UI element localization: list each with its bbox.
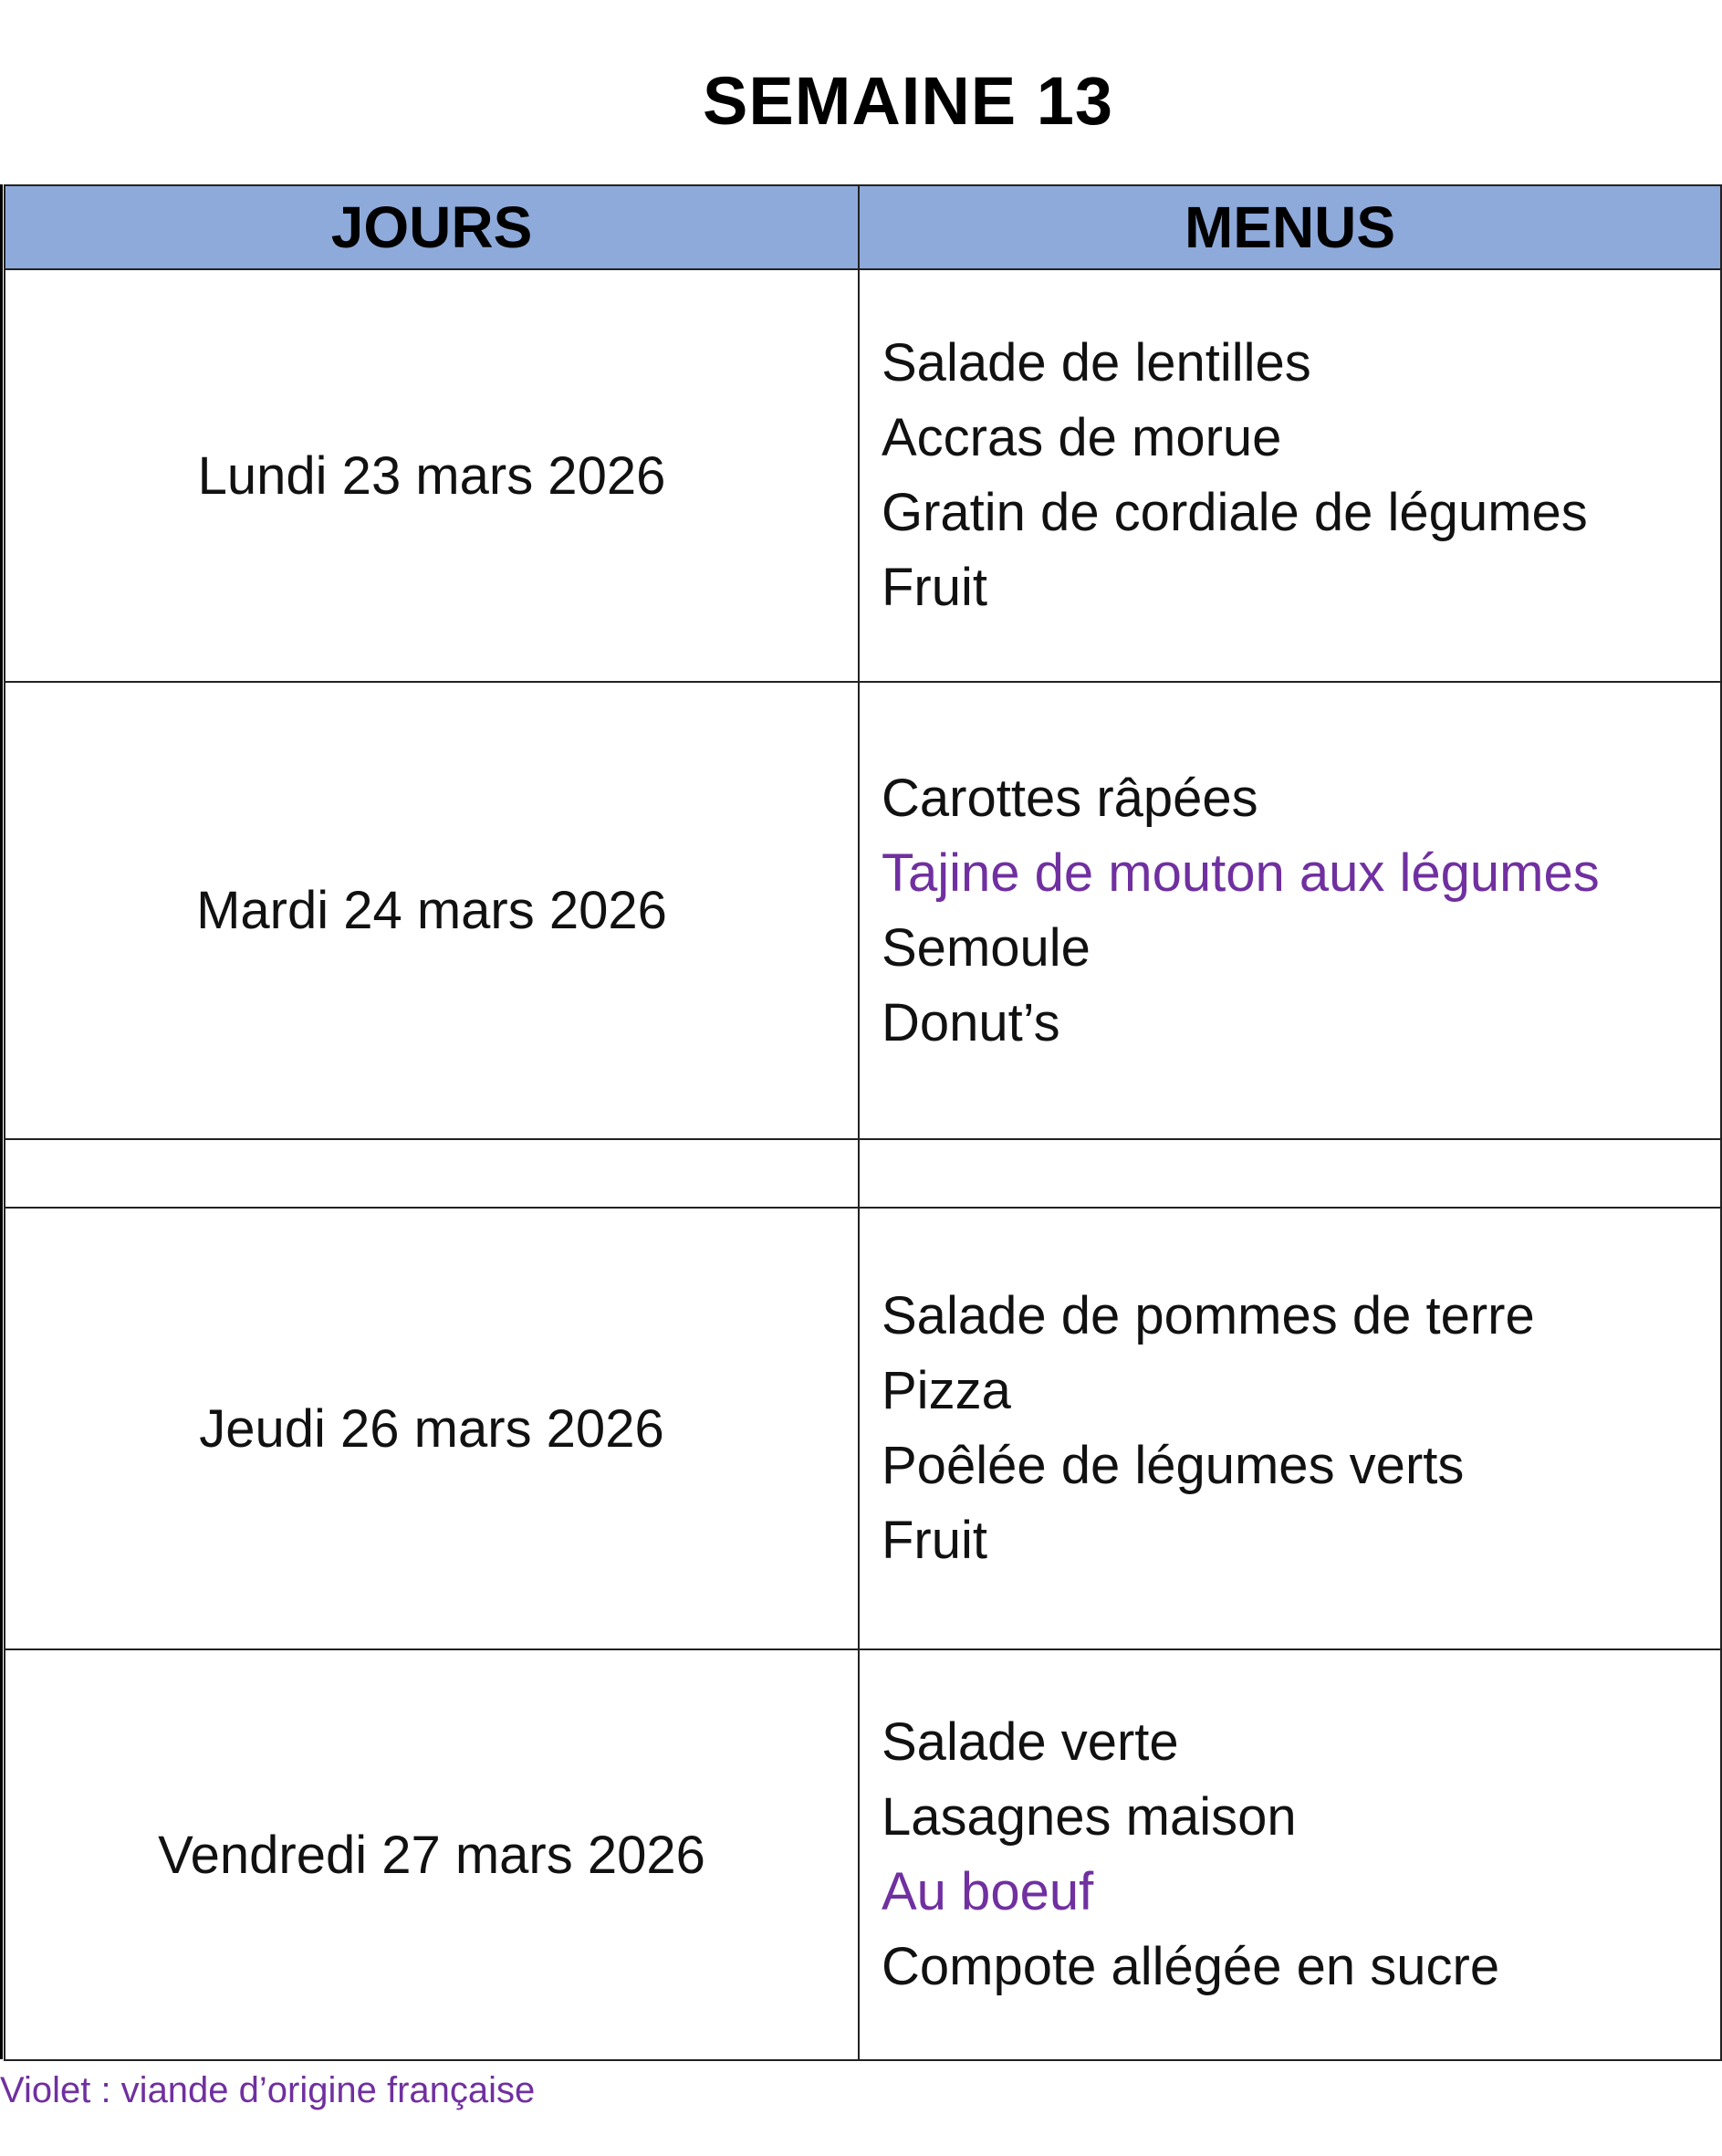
menu-cell [859, 1649, 1721, 2060]
menu-item: Fruit [882, 1511, 987, 1570]
menu-item: Donut’s [882, 992, 1060, 1052]
menu-item: Compote allégée en sucre [882, 1937, 1500, 1996]
menu-cell [859, 682, 1721, 1139]
table-row-thursday [5, 1208, 1721, 1649]
menu-cell [859, 1208, 1721, 1649]
menu-item: Salade de pommes de terre [882, 1286, 1535, 1345]
menu-item: Salade verte [882, 1712, 1179, 1772]
day-cell: Vendredi 27 mars 2026 [5, 1649, 859, 2060]
menu-item: Accras de morue [882, 408, 1282, 467]
menu-item: Lasagnes maison [882, 1787, 1297, 1847]
menu-item: Fruit [882, 558, 987, 617]
table-header-row [5, 185, 1721, 269]
table-row-friday [5, 1649, 1721, 2060]
header-menus: MENUS [859, 185, 1721, 269]
menu-cell-empty [859, 1139, 1721, 1208]
table-left-border [0, 184, 3, 2059]
table-row-tuesday [5, 682, 1721, 1139]
menu-item-french-meat: Au boeuf [882, 1862, 1094, 1921]
menu-item-french-meat: Tajine de mouton aux légumes [882, 843, 1600, 903]
menu-item: Pizza [882, 1361, 1011, 1420]
menu-table [4, 184, 1722, 2061]
menu-item: Gratin de cordiale de légumes [882, 483, 1588, 542]
menu-item: Semoule [882, 917, 1091, 978]
menu-item: Salade de lentilles [882, 333, 1311, 392]
day-cell: Jeudi 26 mars 2026 [5, 1208, 859, 1649]
day-cell-empty [5, 1139, 859, 1208]
header-days: JOURS [5, 185, 859, 269]
menu-item: Carottes râpées [882, 768, 1258, 828]
day-cell: Mardi 24 mars 2026 [5, 682, 859, 1139]
day-cell: Lundi 23 mars 2026 [5, 269, 859, 682]
menu-cell [859, 269, 1721, 682]
table-row-monday [5, 269, 1721, 682]
legend-note: Violet : viande d’origine française [0, 2070, 536, 2110]
table-row-empty [5, 1139, 1721, 1208]
page-title: SEMAINE 13 [702, 63, 1114, 139]
menu-item: Poêlée de légumes verts [882, 1436, 1465, 1495]
